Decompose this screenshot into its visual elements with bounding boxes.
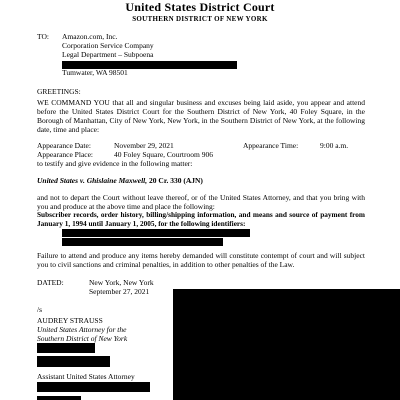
case-name: United States v. Ghislaine Maxwell, [37, 176, 148, 185]
dated-date: September 27, 2021 [89, 287, 150, 296]
appearance-place-label: Appearance Place: [37, 150, 94, 159]
redaction-bar [37, 343, 95, 353]
redaction-box [173, 289, 400, 400]
appearance-place: 40 Foley Square, Courtroom 906 [114, 150, 213, 159]
court-title: United States District Court [125, 0, 275, 14]
redaction-bar [37, 382, 150, 392]
warning-paragraph: Failure to attend and produce any items hereby demanded will constitute contempt of court and will subject you to civil sanctions and criminal penalties, in addition to other penalties of the Law. [37, 251, 365, 269]
appearance-time-label: Appearance Time: [243, 141, 299, 150]
recipient-line: Legal Department – Subpoena [62, 50, 154, 59]
redaction-bar [37, 356, 110, 367]
assistant-title: Assistant United States Attorney [37, 372, 135, 381]
records-request: Subscriber records, order history, billing/shipping information, and means and source of payment from January 1, 1994 until January 1, 2005, for the following identifiers: [37, 210, 365, 228]
signer-name: AUDREY STRAUSS [37, 316, 103, 325]
appearance-date-label: Appearance Date: [37, 141, 91, 150]
recipient-line: Corporation Service Company [62, 41, 154, 50]
redaction-bar [62, 238, 223, 246]
dated-label: DATED: [37, 278, 64, 287]
appearance-time: 9:00 a.m. [320, 141, 349, 150]
testify-line: to testify and give evidence in the following matter: [37, 159, 193, 168]
dated-place: New York, New York [89, 278, 154, 287]
appearance-date: November 29, 2021 [114, 141, 174, 150]
signer-title-line: Southern District of New York [37, 334, 128, 343]
signer-title-line: United States Attorney for the [37, 325, 127, 334]
produce-paragraph: and not to depart the Court without leave thereof, or of the United States Attorney, and that you bring with you and produce at the above time and place the following: [37, 193, 365, 211]
recipient-line: Tumwater, WA 98501 [62, 68, 128, 77]
recipient-label: TO: [37, 32, 49, 41]
case-caption [37, 176, 203, 185]
redaction-bar [37, 396, 81, 400]
signature-mark: /s [37, 305, 43, 314]
recipient-line: Amazon.com, Inc. [62, 32, 118, 41]
case-docket: 20 Cr. 330 (AJN) [149, 176, 203, 185]
court-district: SOUTHERN DISTRICT OF NEW YORK [132, 15, 268, 23]
command-paragraph: WE COMMAND YOU that all and singular business and excuses being laid aside, you appear and attend before the United States District Court for the Southern District of New York, 40 Foley Square, in the Borough of Manhattan, City of New York, New York, in the Southern District of New York, at the following date, time and place: [37, 98, 365, 134]
redaction-bar [62, 229, 250, 237]
greeting: GREETINGS: [37, 87, 81, 96]
